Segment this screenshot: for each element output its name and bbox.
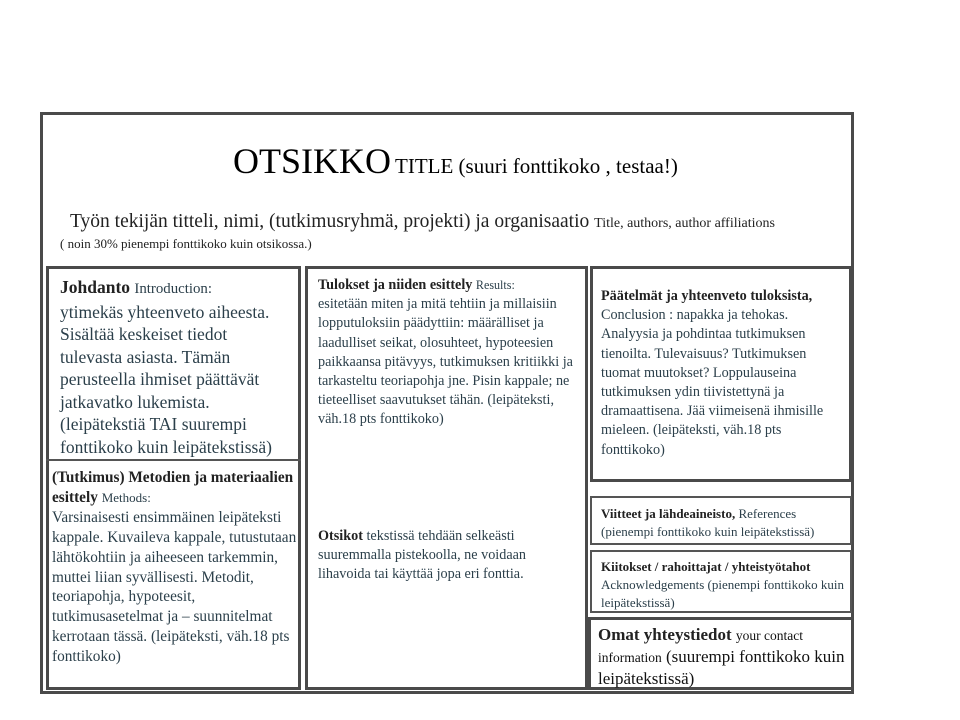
references-section — [601, 505, 847, 541]
conclusion-body: Conclusion : napakka ja tehokas. Analyysia ja pohdintaa tutkimuksen tienoilta. Tulevaisuus? Tutkimuksen tuomat muutokset? Loppulauseina tutkimuksen ydin tiivistettynä ja dramaattisena. Jää viimeisenä ihmisille mieleen. (leipäteksti, väh.18 pts fonttikoko) — [601, 307, 824, 458]
methods-heading-en: Methods: — [101, 489, 151, 505]
authors-note: ( noin 30% pienempi fonttikoko kuin otsikossa.) — [60, 236, 312, 251]
references-body: (pienempi fonttikoko kuin leipätekstissä) — [601, 524, 815, 539]
title-small: TITLE (suuri fonttikoko , testaa!) — [395, 154, 678, 178]
authors-en: Title, authors, author affiliations — [594, 216, 775, 231]
results-note-bold: Otsikot — [318, 528, 363, 544]
results-heading-en: Results: — [475, 278, 515, 292]
conclusion-section — [601, 287, 847, 460]
thanks-heading: Kiitokset / rahoittajat / yhteistyötahot — [601, 559, 811, 574]
intro-heading-en: Introduction: — [134, 281, 212, 297]
results-body: esitetään miten ja mitä tehtiin ja millaisiin lopputuloksiin päädyttiin: määrälliset ja laadulliset seikat, olosuhteet, hypoteesien paikkaansa pitävyys, tutkimuksen kritiikki ja tarkasteltu teoriapohja jne. Pisin kappale; ne tieteelliset saavutukset tähän. (leipäteksti, väh.18 pts fonttikoko) — [318, 296, 573, 428]
contact-big: (suurempi fonttikoko kuin leipätekstissä) — [598, 647, 845, 688]
contact-heading: Omat yhteystiedot — [598, 625, 732, 644]
references-heading-en: References — [738, 506, 797, 521]
results-section — [318, 276, 582, 430]
methods-body: Varsinaisesti ensimmäinen leipäteksti kappale. Kuvaileva kappale, tutustutaan lähtökohtiin ja aiheeseen tarkemmin, muttei liian syvällisesti. Metodit, teoriapohja, hypoteesit, tutkimusasetelmat ja – suunnitelmat kerrotaan tässä. (leipäteksti, väh.18 pts fonttikoko) — [52, 508, 297, 666]
authors-line — [70, 211, 775, 233]
contact-small: your contact information — [598, 628, 803, 665]
authors-main: Työn tekijän titteli, nimi, (tutkimusryhmä, projekti) ja organisaatio — [70, 211, 590, 232]
contact-section — [598, 624, 850, 689]
intro-section — [60, 276, 292, 458]
intro-methods-divider — [46, 459, 301, 461]
page-title — [233, 140, 678, 182]
results-note — [318, 527, 582, 585]
results-heading: Tulokset ja niiden esittely — [318, 277, 473, 293]
intro-body: ytimekäs yhteenveto aiheesta. Sisältää keskeiset tiedot tulevasta asiasta. Tämän perusteella ihmiset päättävät jatkavatko lukemista. (leipätekstiä TAI suurempi fonttikoko kuin leipätekstissä) — [60, 301, 272, 457]
references-heading: Viitteet ja lähdeaineisto, — [601, 506, 736, 521]
results-note-text: tekstissä tehdään selkeästi suuremmalla pistekoolla, ne voidaan lihavoida tai käyttää jopa eri fonttia. — [318, 528, 527, 583]
conclusion-heading: Päätelmät ja yhteenveto tuloksista, — [601, 288, 813, 304]
title-big: OTSIKKO — [233, 141, 391, 181]
methods-heading: (Tutkimus) Metodien ja materiaalien esittely — [52, 469, 294, 506]
intro-heading: Johdanto — [60, 277, 131, 297]
thanks-body: Acknowledgements (pienempi fonttikoko kuin leipätekstissä) — [601, 577, 844, 610]
thanks-section — [601, 558, 847, 612]
methods-section — [52, 468, 298, 667]
